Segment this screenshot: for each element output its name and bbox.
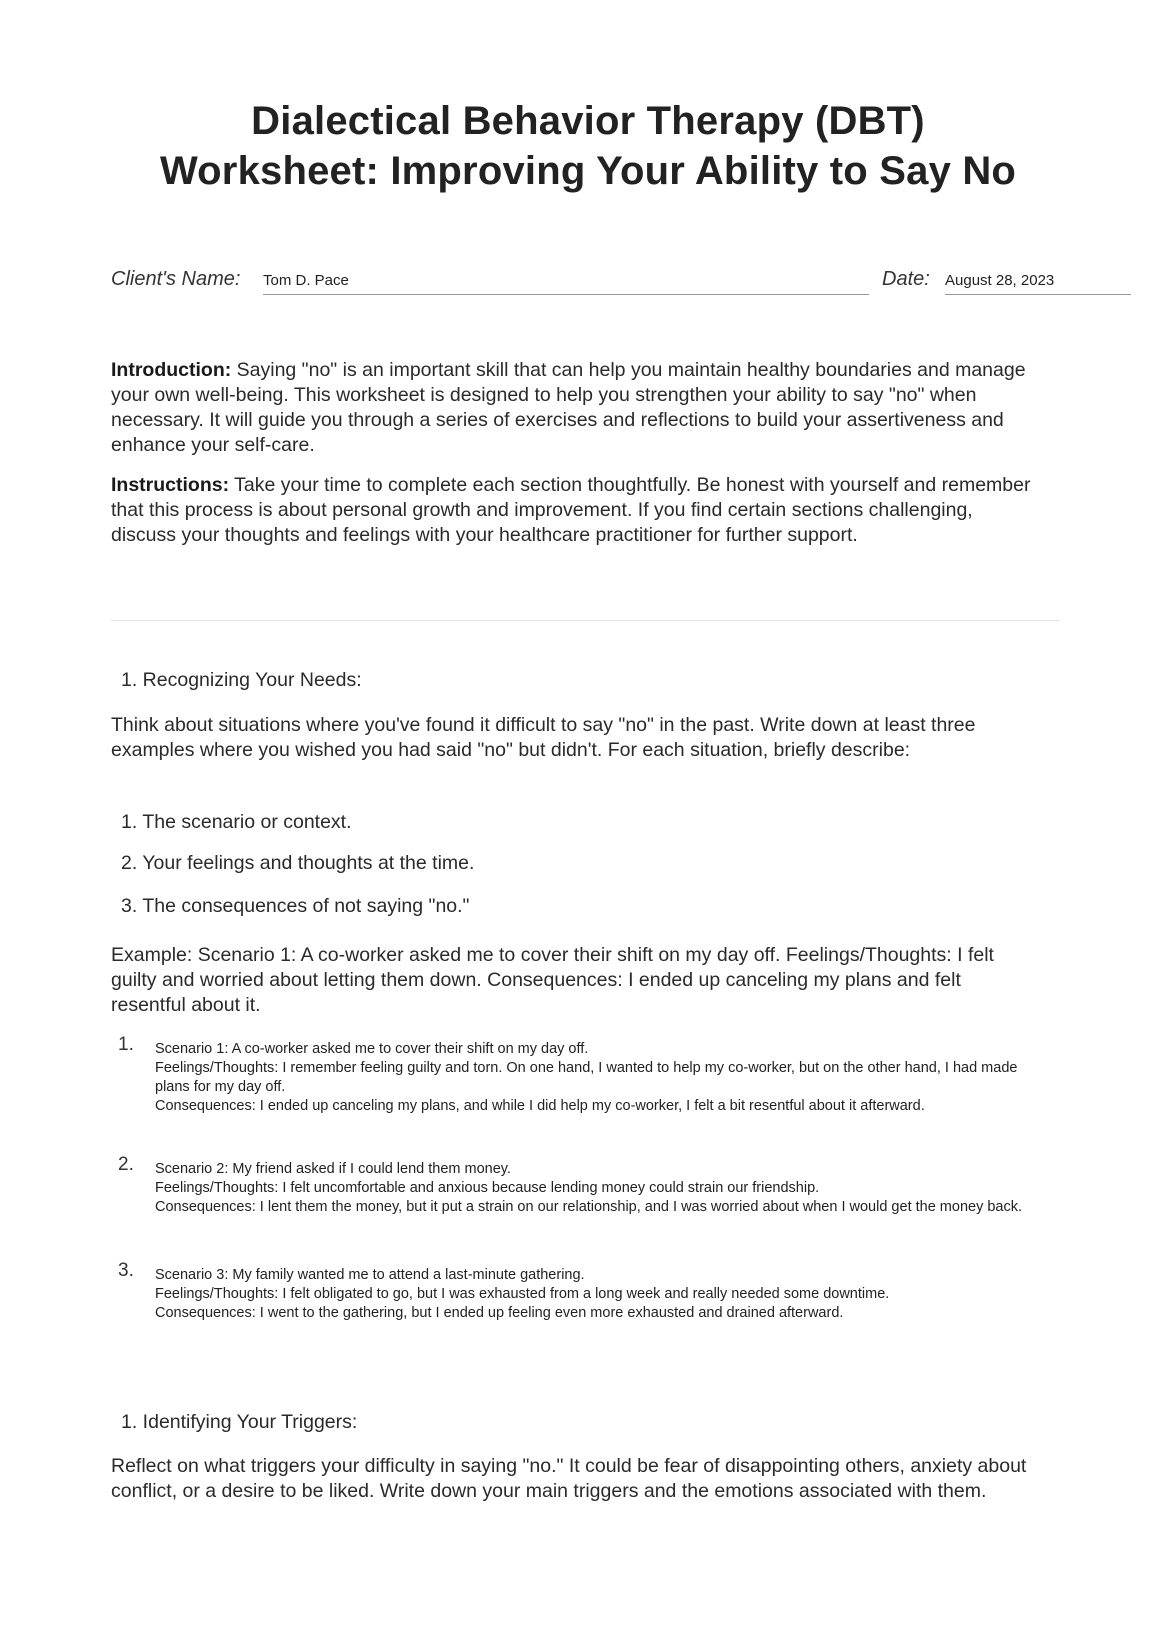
- answer-scenario: Scenario 3: My family wanted me to attend a last-minute gathering.: [155, 1267, 585, 1283]
- section-1-heading: 1. Recognizing Your Needs:: [121, 669, 362, 691]
- answer-consequences: Consequences: I went to the gathering, but I ended up feeling even more exhausted and drained afterward.: [155, 1305, 844, 1321]
- answer-number: 3.: [118, 1260, 134, 1281]
- section-divider: [111, 620, 1060, 621]
- instructions-label: Instructions:: [111, 474, 230, 496]
- instructions-paragraph: [111, 473, 1041, 548]
- answer-text[interactable]: [155, 1266, 1055, 1323]
- answer-consequences: Consequences: I lent them the money, but it put a strain on our relationship, and I was worried about when I would get the money back.: [155, 1199, 1023, 1215]
- prompt-item: 3. The consequences of not saying "no.": [121, 895, 470, 917]
- answer-number: 2.: [118, 1154, 134, 1175]
- instructions-text: Take your time to complete each section thoughtfully. Be honest with yourself and remember that this process is about personal growth and improvement. If you find certain sections challenging, discuss your thoughts and feelings with your healthcare practitioner for further support.: [111, 474, 1031, 546]
- answer-text[interactable]: [155, 1160, 1055, 1217]
- introduction-text: Saying "no" is an important skill that can help you maintain healthy boundaries and manage your own well-being. This worksheet is designed to help you strengthen your ability to say "no" when necessary. It will guide you through a series of exercises and reflections to build your assertiveness and enhance your self-care.: [111, 359, 1026, 456]
- answer-feelings: Feelings/Thoughts: I remember feeling guilty and torn. On one hand, I wanted to help my co-worker, but on the other hand, I had made plans for my day off.: [155, 1060, 1018, 1095]
- document-title: [0, 96, 1176, 196]
- answer-text[interactable]: [155, 1040, 1055, 1116]
- answer-feelings: Feelings/Thoughts: I felt obligated to go, but I was exhausted from a long week and really needed some downtime.: [155, 1286, 890, 1302]
- example-paragraph: Example: Scenario 1: A co-worker asked me to cover their shift on my day off. Feelings/Thoughts: I felt guilty and worried about letting them down. Consequences: I ended up canceling my plans and felt resentful about it.: [111, 944, 994, 1016]
- client-name-field[interactable]: Tom D. Pace: [263, 272, 869, 295]
- introduction-paragraph: [111, 358, 1041, 458]
- answer-number: 1.: [118, 1034, 134, 1055]
- date-field[interactable]: August 28, 2023: [945, 272, 1131, 295]
- title-line-1: Dialectical Behavior Therapy (DBT): [251, 99, 925, 143]
- prompt-item: 2. Your feelings and thoughts at the time.: [121, 852, 475, 874]
- section-1-body: Think about situations where you've found it difficult to say "no" in the past. Write down at least three examples where you wished you had said "no" but didn't. For each situation, briefly describe:: [111, 714, 976, 761]
- answer-scenario: Scenario 2: My friend asked if I could lend them money.: [155, 1161, 511, 1177]
- answer-scenario: Scenario 1: A co-worker asked me to cover their shift on my day off.: [155, 1041, 589, 1057]
- introduction-label: Introduction:: [111, 359, 232, 381]
- section-2-heading: 1. Identifying Your Triggers:: [121, 1411, 358, 1433]
- answer-consequences: Consequences: I ended up canceling my plans, and while I did help my co-worker, I felt a bit resentful about it afterward.: [155, 1098, 925, 1114]
- answer-feelings: Feelings/Thoughts: I felt uncomfortable and anxious because lending money could strain our friendship.: [155, 1180, 820, 1196]
- section-2-body: Reflect on what triggers your difficulty in saying "no." It could be fear of disappointing others, anxiety about conflict, or a desire to be liked. Write down your main triggers and the emotions associated with them.: [111, 1455, 1027, 1502]
- prompt-item: 1. The scenario or context.: [121, 811, 352, 833]
- client-name-label: Client's Name:: [111, 268, 241, 290]
- client-info-row: [111, 268, 1055, 298]
- date-label: Date:: [882, 268, 930, 290]
- title-line-2: Worksheet: Improving Your Ability to Say No: [159, 149, 1017, 193]
